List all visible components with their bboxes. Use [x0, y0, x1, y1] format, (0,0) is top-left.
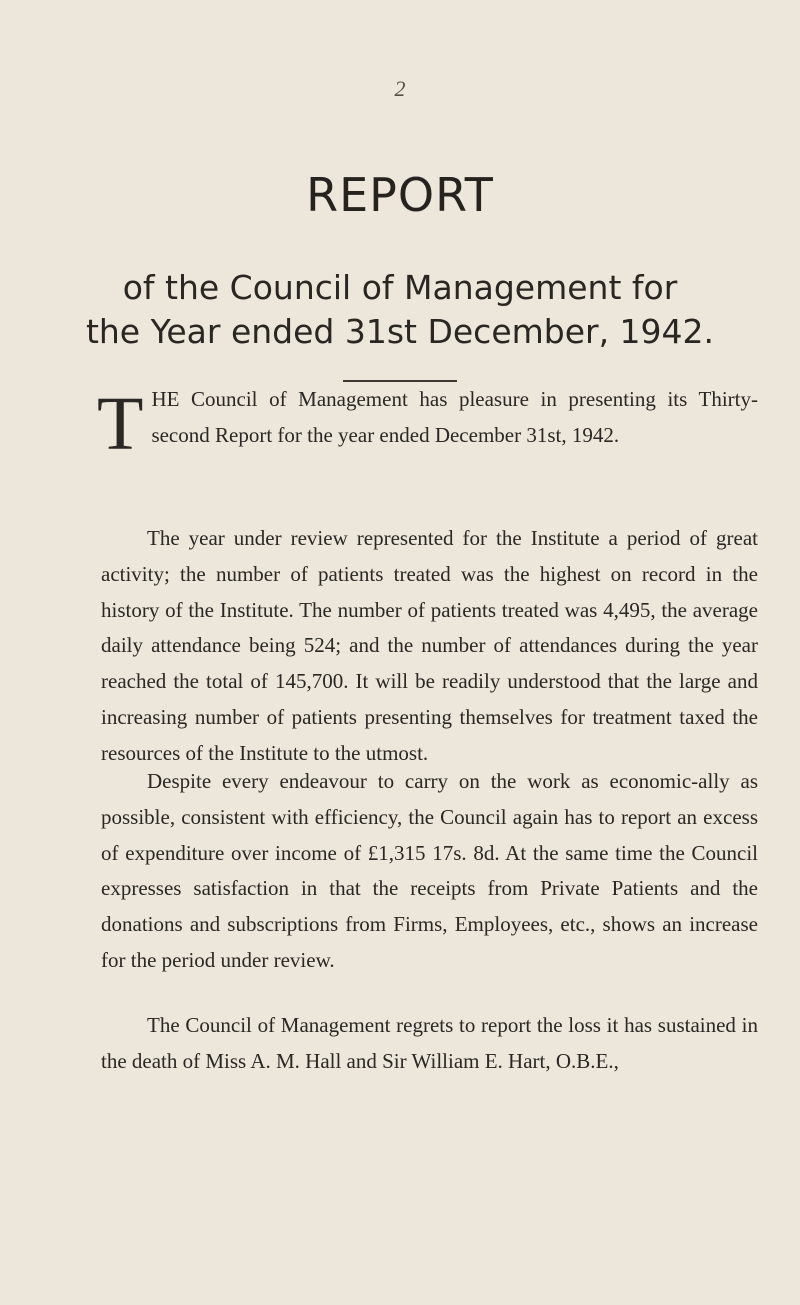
paragraph-finances: Despite every endeavour to carry on the work as economic-ally as possible, consistent with efficiency, the Council again has to report an excess of expenditure over income of £1,315 17s. 8d. At the same time the Council expresses satisfaction in that the receipts from Private Patients and the donations and subscriptions from Firms, Employees, etc., shows an increase for the period under review.	[101, 769, 758, 972]
paragraph-opening-text: HE Council of Management has pleasure in presenting its Thirty-second Report for the year ended December 31st, 1942.	[151, 387, 758, 447]
paragraph-opening	[97, 382, 758, 466]
paragraph-obituary: The Council of Management regrets to report the loss it has sustained in the death of Miss A. M. Hall and Sir William E. Hart, O.B.E.,	[101, 1013, 758, 1073]
subtitle	[0, 266, 800, 354]
subtitle-line-2: the Year ended 31st December, 1942.	[85, 312, 715, 351]
drop-cap: T	[97, 382, 144, 466]
subtitle-line-1: of the Council of Management for	[122, 268, 678, 307]
page-title: REPORT	[306, 168, 494, 222]
paragraph-activity: The year under review represented for the Institute a period of great activity; the number of patients treated was the highest on record in the history of the Institute. The number of patients treated was 4,495, the average daily attendance being 524; and the number of attendances during the year reached the total of 145,700. It will be readily understood that the large and increasing number of patients presenting themselves for treatment taxed the resources of the Institute to the utmost.	[101, 526, 758, 765]
page-number: 2	[394, 76, 406, 101]
